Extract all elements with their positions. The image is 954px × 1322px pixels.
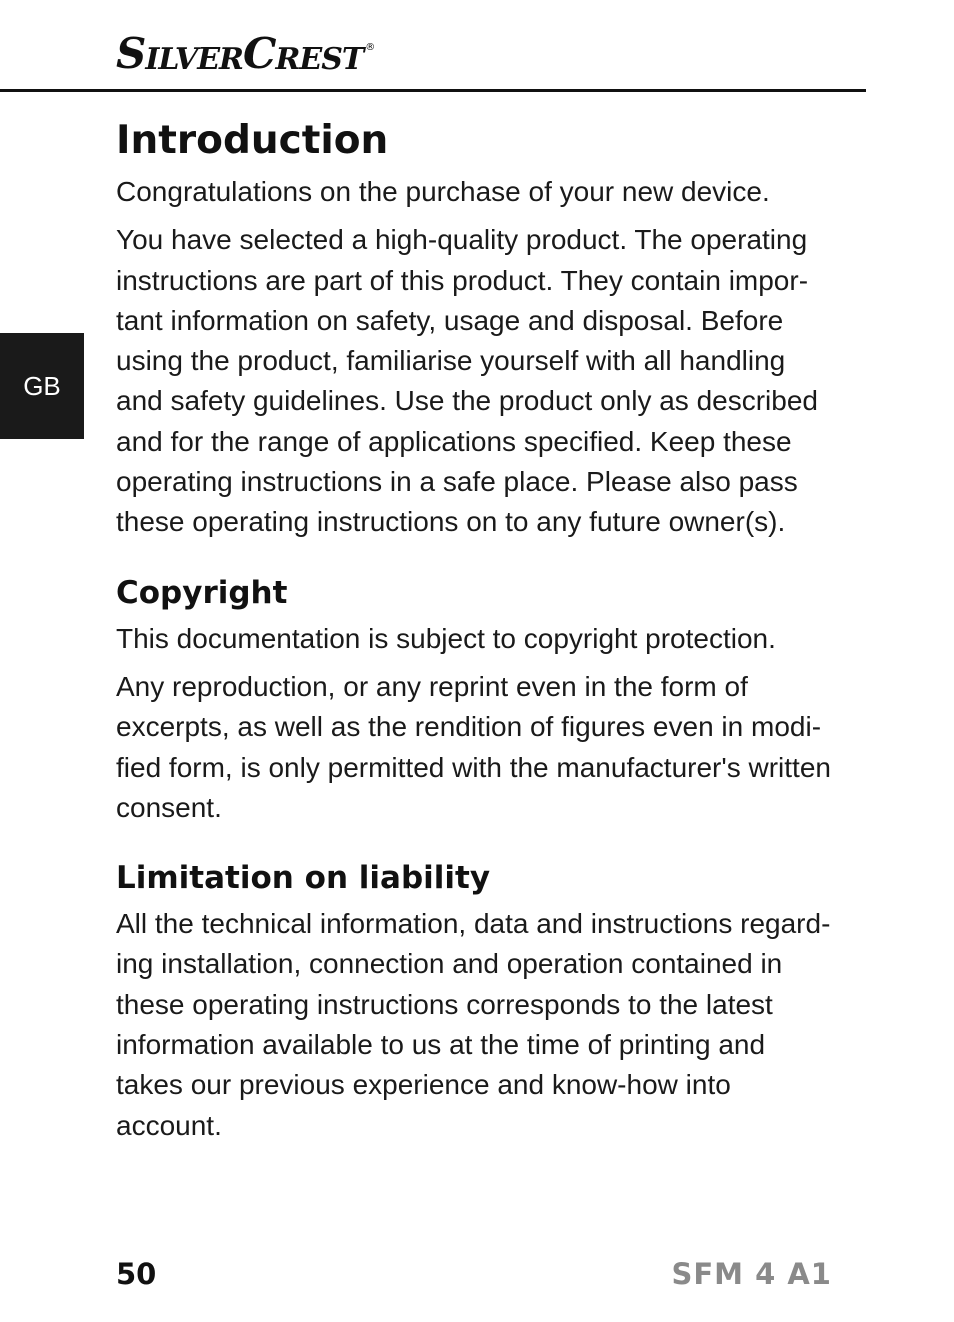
page-number: 50 — [116, 1257, 157, 1291]
brand-letter-s: S — [116, 29, 146, 78]
liability-heading: Limitation on liability — [116, 860, 491, 897]
copyright-paragraph: Any reproduction, or any reprint even in the form of excerpts, as well as the rendition of figures even in modified form, is only permitted with the manufacturer's written consent. — [116, 670, 831, 823]
header-divider — [0, 89, 866, 92]
brand-letters-rest: REST — [275, 42, 364, 77]
introduction-heading: Introduction — [116, 118, 389, 163]
introduction-paragraph: You have selected a high-quality product. The operating instructions are part of this product. They contain important information on safety, usage and disposal. Before using the product, familiarise yourself with all handling and safety guidelines. Use the product only as described and for the range of applications specified. Keep these operating instructions in a safe place. Please also pass these operating instructions on to any future owner(s). — [116, 224, 818, 538]
model-number: SFM 4 A1 — [671, 1257, 832, 1291]
brand-letters-ilver: ILVER — [145, 42, 243, 77]
brand-logo — [116, 29, 375, 78]
brand-letter-c: C — [243, 29, 276, 78]
copyright-heading: Copyright — [116, 574, 288, 611]
copyright-paragraph: This documentation is subject to copyright protection. — [116, 622, 776, 654]
language-tab — [0, 333, 84, 439]
registered-mark: ® — [365, 42, 375, 53]
language-tab-label: GB — [23, 370, 61, 401]
liability-paragraph: All the technical information, data and instructions regarding installation, connection and operation contained in these operating instructions corresponds to the latest information available to us at the time of printing and takes our previous experience and know-how into account. — [116, 908, 831, 1141]
introduction-paragraph: Congratulations on the purchase of your new device. — [116, 176, 770, 207]
page-content — [116, 116, 838, 1146]
